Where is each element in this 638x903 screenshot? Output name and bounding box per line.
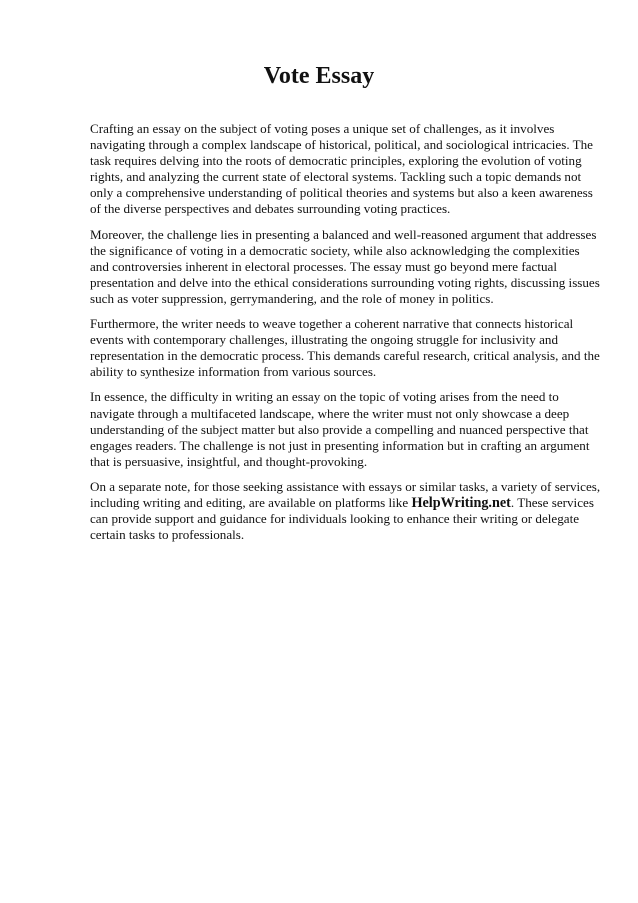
paragraph-3 [90,316,602,380]
paragraph-5 [90,479,602,543]
paragraph-line: rights, and analyzing the current state of electoral systems. Tackling such a topic demands not [90,169,582,185]
paragraph-line: certain tasks to professionals. [90,527,245,543]
paragraph-line: Crafting an essay on the subject of voting poses a unique set of challenges, as it involves [90,121,555,136]
paragraph-2 [90,227,602,307]
paragraph-line: representation in the democratic process. This demands careful research, critical analysis, and the [90,348,600,364]
paragraph-line: such as voter suppression, gerrymandering, and the role of money in politics. [90,290,494,306]
paragraph-line: task requires delving into the roots of democratic principles, exploring the evolution of voting [90,153,582,169]
paragraph-line: the significance of voting in a democratic society, while also acknowledging the complexities [90,242,580,258]
link-lead-text: including writing and editing, are available on platforms like [90,494,412,510]
paragraph-line: can provide support and guidance for individuals looking to enhance their writing or delegate [90,511,580,527]
paragraph-line: only a comprehensive understanding of political theories and systems but also a keen awareness [90,185,593,201]
paragraph-line: and controversies inherent in electoral processes. The essay must go beyond mere factual [90,258,557,274]
paragraph-line: navigating through a complex landscape of historical, political, and sociological intricacies. The [90,137,593,153]
paragraph-line: navigate through a multifaceted landscape, where the writer must not only showcase a deep [90,405,570,421]
paragraph-line: Furthermore, the writer needs to weave together a coherent narrative that connects historical [90,316,574,332]
paragraph-line: engages readers. The challenge is not just in presenting information but in crafting an argument [90,437,590,453]
paragraph-line: that is persuasive, insightful, and thought-provoking. [90,453,368,469]
paragraph-4 [90,389,602,469]
essay-body [90,121,602,552]
paragraph-line-with-link [90,495,602,511]
paragraph-line: of the diverse perspectives and debates surrounding voting practices. [90,201,451,217]
paragraph-line: understanding of the subject matter but also provide a compelling and nuanced perspective that [90,421,589,437]
paragraph-1 [90,121,602,218]
paragraph-line: On a separate note, for those seeking assistance with essays or similar tasks, a variety of services, [90,478,601,494]
link-trail-text: . These services [510,494,594,510]
paragraph-line: presentation and delve into the ethical considerations surrounding voting rights, discussing issues [90,274,600,290]
page-title: Vote Essay [263,63,375,89]
paragraph-line: ability to synthesize information from various sources. [90,364,377,380]
paragraph-line: Moreover, the challenge lies in presenting a balanced and well-reasoned argument that addresses [90,226,597,242]
paragraph-line: events with contemporary challenges, illustrating the ongoing struggle for inclusivity and [90,332,558,348]
paragraph-line: In essence, the difficulty in writing an essay on the topic of voting arises from the need to [90,389,559,405]
helpwriting-link[interactable]: HelpWriting.net [411,494,511,511]
